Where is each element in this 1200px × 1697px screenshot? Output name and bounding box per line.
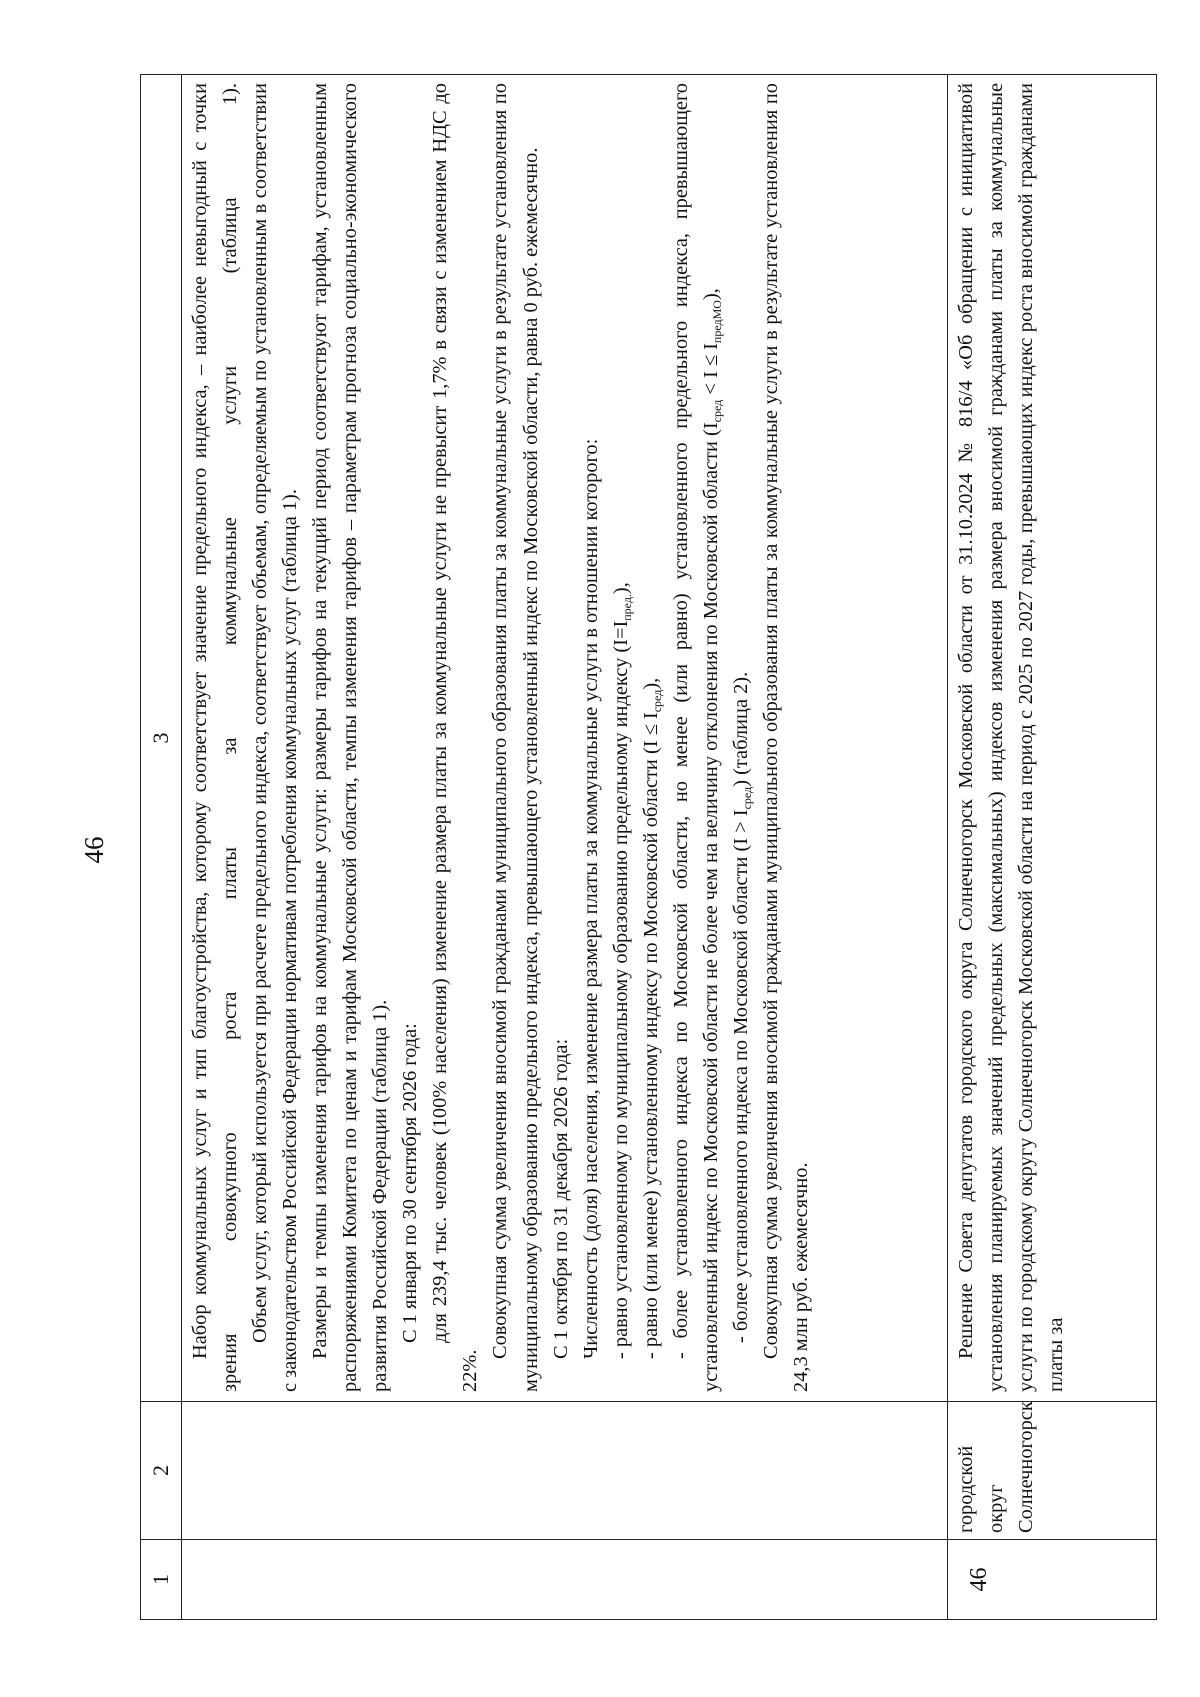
paragraph-population-share: Численность (доля) населения, изменение размера платы за коммунальные услуги в отношении которого:: [579, 438, 602, 1359]
paragraph-period-1: С 1 января по 30 сентября 2026 года:: [399, 1023, 422, 1343]
table-row: [182, 75, 948, 1620]
table-row: [948, 75, 1157, 1620]
bullet-equal-less: - равно (или менее) установленному индексу по Московской области $(I \le I_{сред})$,: [639, 677, 664, 1359]
paragraph-tariffs: Размеры и темпы изменения тарифов на коммунальные услуги: размеры тарифов на текущий период соответствуют тарифам, установленным распоряжениями Комитета по ценам и тарифам Московской области, темпы изменения тарифов – параметрам прогноза социально-экономического развития Российской Федерации (таблица 1).: [309, 83, 392, 1392]
paragraph-utility-set: Набор коммунальных услуг и тип благоустройства, которому соответствует значение предельного индекса, – наиболее невыгодный с точки зрения совокупного роста платы за коммунальные услуги (таблица 1).: [189, 83, 242, 1392]
paragraph-volume: Объем услуг, который используется при расчете предельного индекса, соответствует объемам, определяемым по установленным в соответствии с законодательством Российской Федерации нормативам потребления коммунальных услуг (таблица 1).: [249, 83, 302, 1392]
municipality-cell: [182, 1402, 948, 1540]
municipality-cell: городской округ Солнечногорск: [948, 1402, 1157, 1540]
paragraph-total-sum-2: Совокупная сумма увеличения вносимой гражданами муниципального образования платы за коммунальные услуги в результате установления по 24,3 млн руб. ежемесячно.: [759, 83, 812, 1392]
tariff-table: [140, 74, 1157, 1620]
page-number: 46: [79, 836, 109, 864]
description-cell: [948, 75, 1157, 1402]
row-number-cell: [182, 1540, 948, 1620]
bullet-more-than-index: - более установленного индекса по Московской области $(I > I_{сред})$ (таблица 2).: [729, 671, 754, 1343]
column-header-3: 3: [141, 75, 182, 1402]
column-header-2: 2: [141, 1402, 182, 1540]
paragraph-period-2: С 1 октября по 31 декабря 2026 года:: [549, 1038, 572, 1359]
column-header-row: [141, 75, 182, 1620]
description-cell: [182, 75, 948, 1402]
column-header-1: 1: [141, 1540, 182, 1620]
paragraph-decision: Решение Совета депутатов городского округа Солнечногорск Московской области от 31.10.2024 № 816/4 «Об обращении с инициативой установления планируемых значений предельных (максимальных) индексов изменения размера вносимой гражданами платы за коммунальные услуги по городскому округу Солнечногорск Московской области на период с 2025 по 2027 годы, превышающих индекс роста вносимой гражданами платы за: [955, 83, 1068, 1392]
paragraph-total-sum-1: Совокупная сумма увеличения вносимой гражданами муниципального образования платы за коммунальные услуги в результате установления по муниципальному образованию предельного индекса, превышающего установленный индекс по Московской области, равна 0 руб. ежемесячно.: [489, 83, 542, 1392]
bullet-equal-pred: - равно установленному по муниципальному образованию предельному индексу $(I=I_{пред.})$,: [609, 582, 634, 1359]
bullet-more-within-deviation: - более установленного индекса по Московской области, но менее (или равно) установленного предельного индекса, превышающего установленный индекс по Московской области не более чем на величину отклонения по Московской области $(I_{сред} < I \le I_{предМО})$,: [669, 83, 724, 1392]
landscape-sheet: [140, 75, 1150, 1620]
row-number-cell: 46: [948, 1540, 1157, 1620]
paragraph-population-1: для 239,4 тыс. человек (100% населения) изменение размера платы за коммунальные услуги не превысит 1,7% в связи с изменением НДС до 22%.: [429, 83, 482, 1392]
